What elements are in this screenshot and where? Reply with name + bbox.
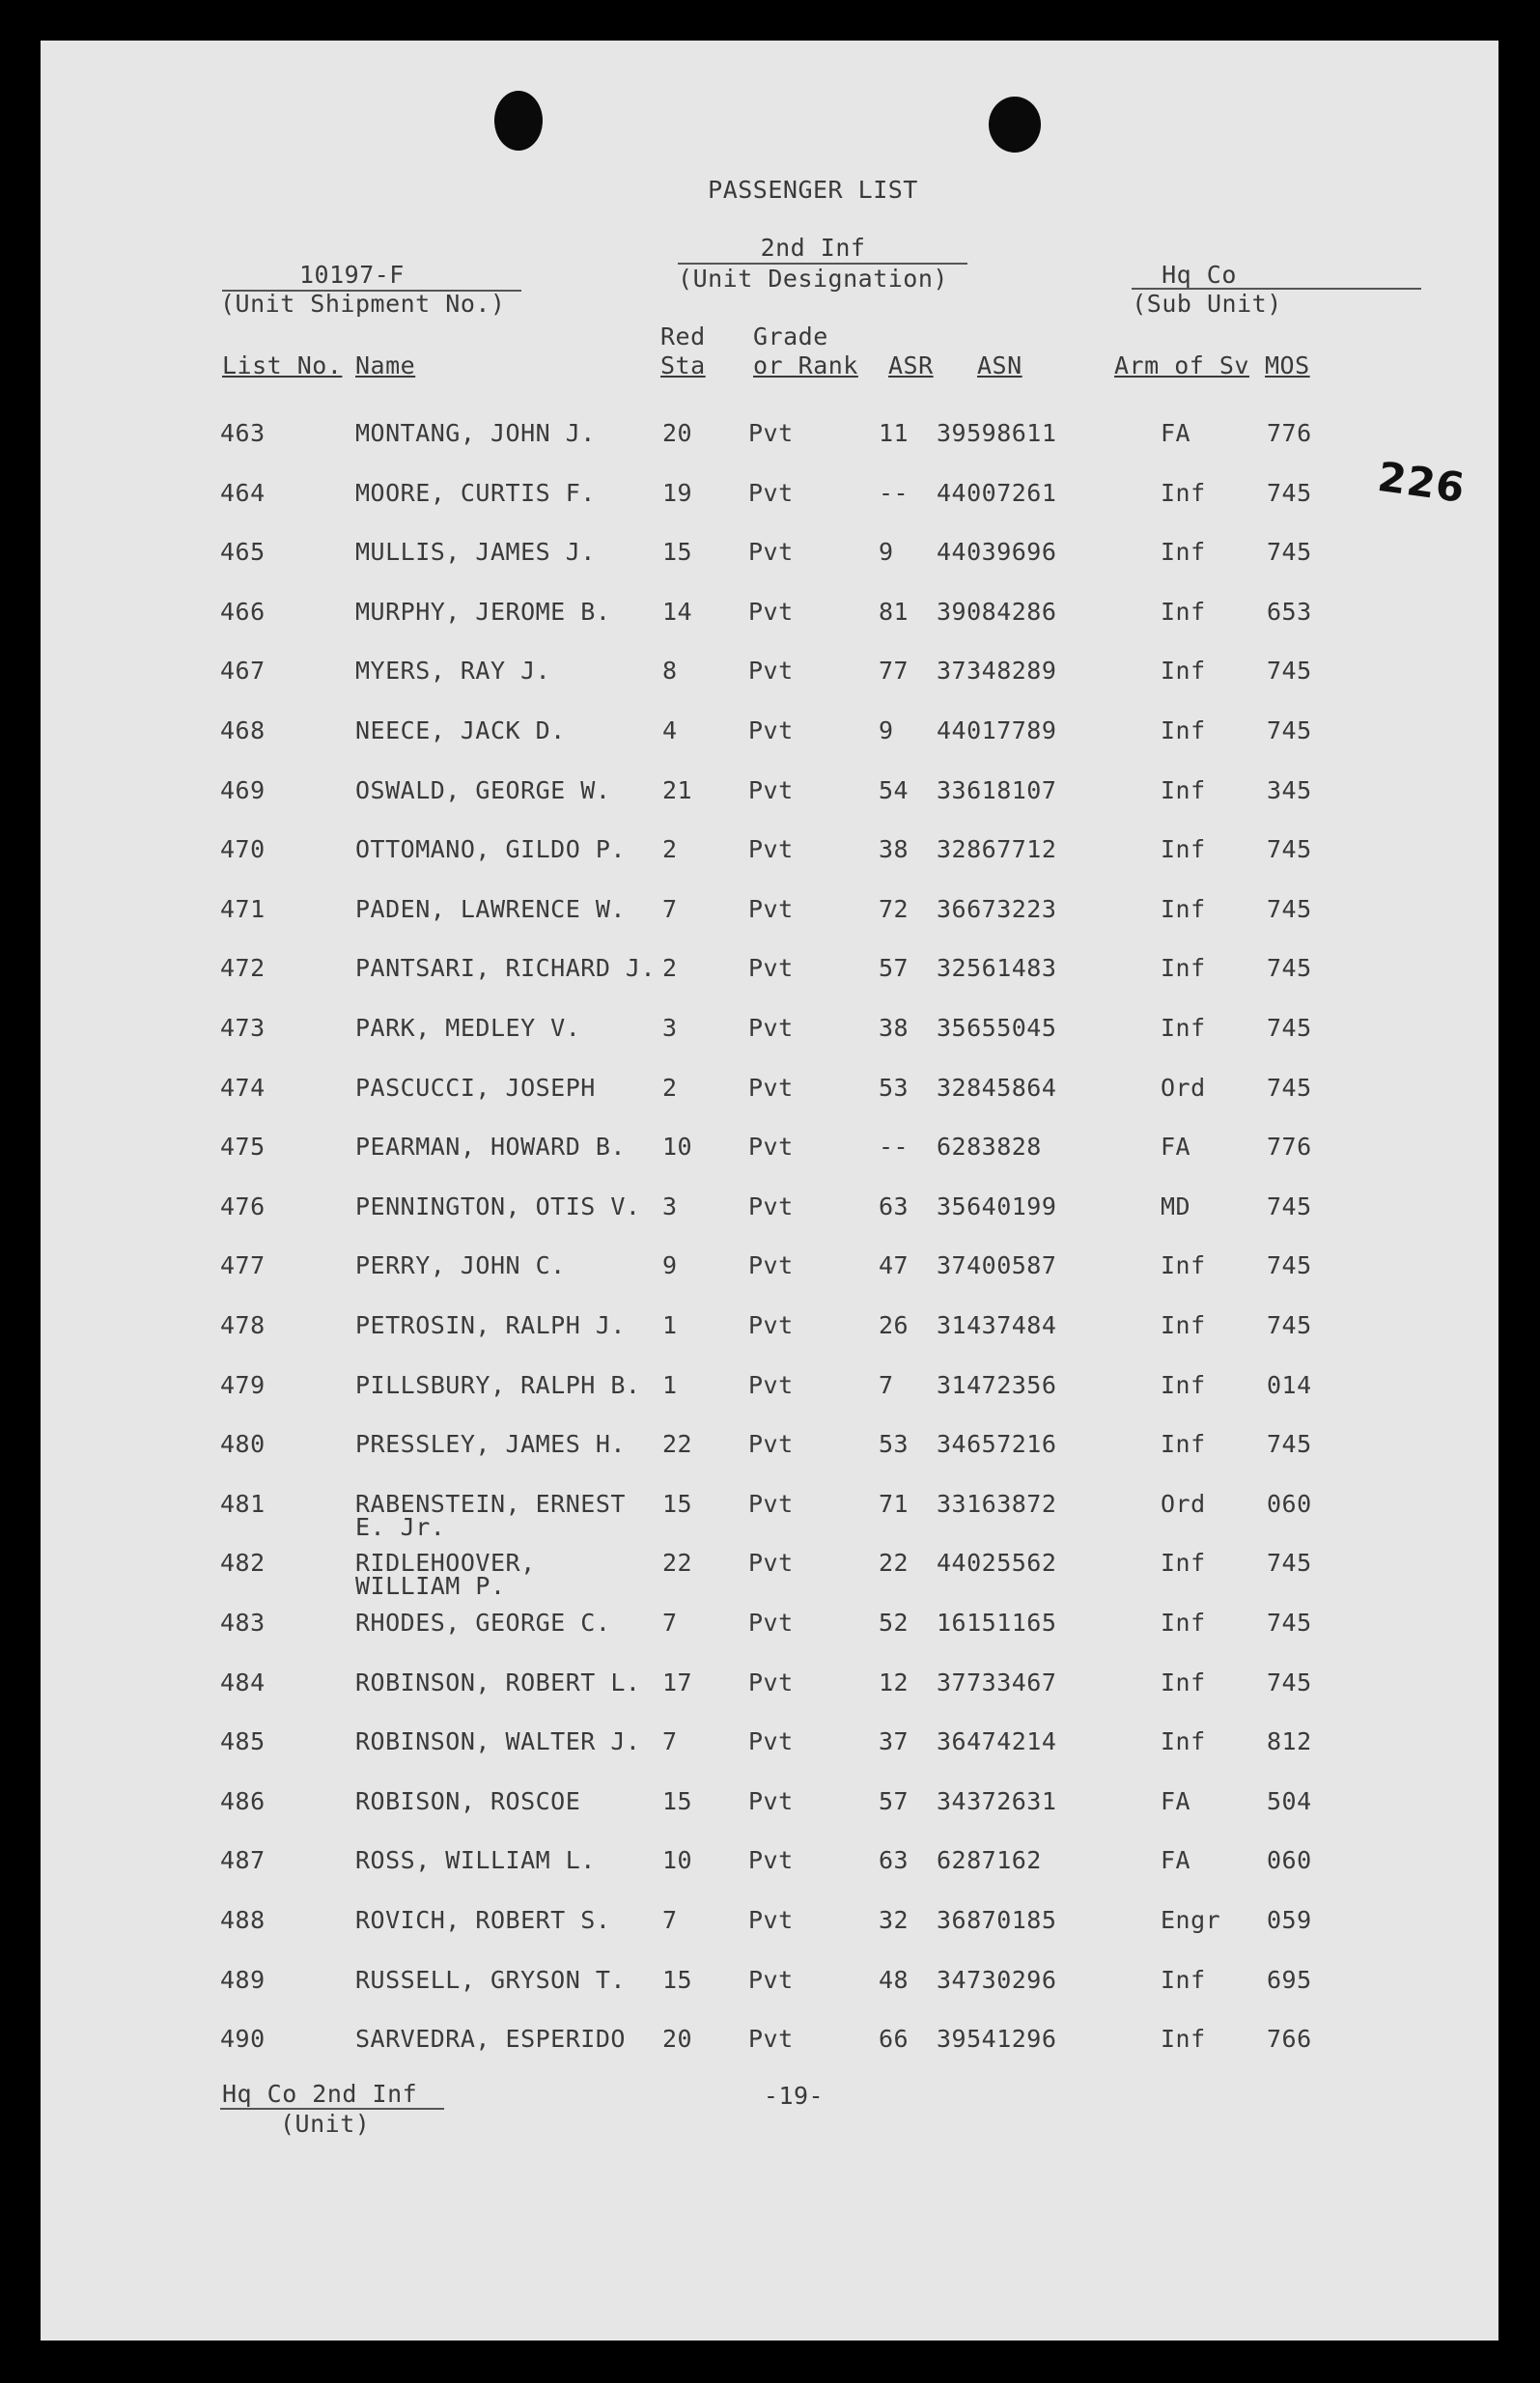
cell-grade: Pvt (748, 775, 794, 804)
cell-asr: 7 (879, 1370, 894, 1399)
cell-red-sta: 14 (662, 597, 693, 626)
cell-red-sta: 19 (662, 478, 693, 507)
cell-arm-of-service: Inf (1161, 1311, 1206, 1339)
cell-arm-of-service: Inf (1161, 1549, 1206, 1578)
table-row (41, 1727, 1498, 1766)
footer-unit: Hq Co 2nd Inf (222, 2080, 418, 2108)
cell-grade: Pvt (748, 538, 794, 567)
table-row (41, 2025, 1498, 2063)
cell-grade: Pvt (748, 1906, 794, 1934)
table-row (41, 1430, 1498, 1469)
cell-red-sta: 15 (662, 1965, 693, 1994)
cell-name: ROSS, WILLIAM L. (355, 1846, 596, 1875)
cell-asr: 38 (879, 835, 910, 864)
stamp-number: 226 (1375, 452, 1469, 513)
cell-grade: Pvt (748, 716, 794, 744)
cell-mos: 745 (1267, 835, 1312, 864)
cell-mos: 745 (1267, 716, 1312, 744)
cell-grade: Pvt (748, 1370, 794, 1399)
cell-red-sta: 15 (662, 1786, 693, 1815)
cell-list-no: 485 (220, 1727, 266, 1756)
cell-name: RUSSELL, GRYSON T. (355, 1965, 626, 1994)
cell-mos: 812 (1267, 1727, 1312, 1756)
cell-red-sta: 8 (662, 657, 678, 686)
cell-mos: 745 (1267, 954, 1312, 983)
cell-list-no: 464 (220, 478, 266, 507)
cell-mos: 776 (1267, 419, 1312, 447)
cell-arm-of-service: Ord (1161, 1489, 1206, 1518)
cell-arm-of-service: Inf (1161, 954, 1206, 983)
cell-asr: 9 (879, 716, 894, 744)
cell-grade: Pvt (748, 478, 794, 507)
cell-list-no: 482 (220, 1549, 266, 1578)
cell-asr: -- (879, 1133, 910, 1162)
header-grade-bottom: or Rank (753, 351, 858, 379)
cell-grade: Pvt (748, 2025, 794, 2054)
cell-red-sta: 1 (662, 1311, 678, 1339)
cell-grade: Pvt (748, 1192, 794, 1220)
cell-grade: Pvt (748, 835, 794, 864)
cell-red-sta: 15 (662, 538, 693, 567)
cell-red-sta: 9 (662, 1251, 678, 1280)
table-row (41, 1014, 1498, 1052)
cell-grade: Pvt (748, 1846, 794, 1875)
cell-asn: 34730296 (937, 1965, 1057, 1994)
cell-asn: 39084286 (937, 597, 1057, 626)
cell-mos: 653 (1267, 597, 1312, 626)
cell-list-no: 466 (220, 597, 266, 626)
cell-arm-of-service: Inf (1161, 835, 1206, 864)
cell-red-sta: 22 (662, 1430, 693, 1459)
cell-list-no: 473 (220, 1014, 266, 1042)
cell-asr: 37 (879, 1727, 910, 1756)
passenger-table (41, 41, 1498, 2341)
table-row (41, 954, 1498, 993)
cell-red-sta: 21 (662, 775, 693, 804)
cell-grade: Pvt (748, 597, 794, 626)
cell-arm-of-service: Inf (1161, 478, 1206, 507)
cell-list-no: 469 (220, 775, 266, 804)
cell-name: PANTSARI, RICHARD J. (355, 954, 657, 983)
unit-shipment-no: 10197-F (299, 261, 405, 289)
header-grade-top: Grade (753, 322, 828, 350)
cell-arm-of-service: MD (1161, 1192, 1191, 1220)
cell-list-no: 480 (220, 1430, 266, 1459)
table-row (41, 657, 1498, 695)
cell-asr: 53 (879, 1430, 910, 1459)
cell-arm-of-service: Inf (1161, 716, 1206, 744)
table-row (41, 1192, 1498, 1231)
cell-asn: 16151165 (937, 1609, 1057, 1637)
cell-grade: Pvt (748, 1549, 794, 1578)
cell-list-no: 478 (220, 1311, 266, 1339)
cell-mos: 745 (1267, 1311, 1312, 1339)
cell-list-no: 471 (220, 894, 266, 923)
cell-name: RIDLEHOOVER, (355, 1549, 536, 1578)
cell-mos: 745 (1267, 1251, 1312, 1280)
cell-name: PILLSBURY, RALPH B. (355, 1370, 641, 1399)
cell-asn: 34657216 (937, 1430, 1057, 1459)
cell-name: SARVEDRA, ESPERIDO (355, 2025, 626, 2054)
cell-grade: Pvt (748, 1430, 794, 1459)
unit-shipment-label: (Unit Shipment No.) (220, 290, 506, 318)
cell-arm-of-service: Inf (1161, 2025, 1206, 2054)
cell-red-sta: 4 (662, 716, 678, 744)
cell-asr: -- (879, 478, 910, 507)
cell-name: ROBINSON, ROBERT L. (355, 1668, 641, 1696)
cell-asn: 44007261 (937, 478, 1057, 507)
cell-list-no: 467 (220, 657, 266, 686)
page-number: -19- (763, 2082, 825, 2110)
header-asn: ASN (977, 351, 1022, 379)
table-row (41, 1074, 1498, 1112)
cell-asn: 6283828 (937, 1133, 1042, 1162)
cell-asn: 36474214 (937, 1727, 1057, 1756)
cell-red-sta: 1 (662, 1370, 678, 1399)
cell-asr: 32 (879, 1906, 910, 1934)
cell-asn: 37348289 (937, 657, 1057, 686)
cell-asn: 37733467 (937, 1668, 1057, 1696)
cell-grade: Pvt (748, 1014, 794, 1042)
sub-unit-label: (Sub Unit) (1132, 290, 1282, 318)
cell-list-no: 465 (220, 538, 266, 567)
cell-arm-of-service: Inf (1161, 597, 1206, 626)
cell-arm-of-service: Inf (1161, 1251, 1206, 1280)
cell-mos: 745 (1267, 1609, 1312, 1637)
cell-asr: 57 (879, 954, 910, 983)
cell-red-sta: 3 (662, 1014, 678, 1042)
cell-list-no: 489 (220, 1965, 266, 1994)
cell-asr: 66 (879, 2025, 910, 2054)
cell-mos: 060 (1267, 1489, 1312, 1518)
cell-list-no: 488 (220, 1906, 266, 1934)
cell-name: PRESSLEY, JAMES H. (355, 1430, 626, 1459)
table-row (41, 1251, 1498, 1290)
document-title: PASSENGER LIST (708, 176, 918, 204)
header-list-no: List No. (222, 351, 343, 379)
cell-mos: 745 (1267, 1430, 1312, 1459)
cell-list-no: 468 (220, 716, 266, 744)
footer-unit-label: (Unit) (280, 2110, 371, 2138)
cell-list-no: 476 (220, 1192, 266, 1220)
cell-mos: 345 (1267, 775, 1312, 804)
cell-arm-of-service: Inf (1161, 1014, 1206, 1042)
cell-asr: 48 (879, 1965, 910, 1994)
cell-asr: 57 (879, 1786, 910, 1815)
cell-list-no: 487 (220, 1846, 266, 1875)
table-row (41, 835, 1498, 874)
header-arm: Arm of Sv (1114, 351, 1249, 379)
cell-mos: 745 (1267, 894, 1312, 923)
cell-asn: 31437484 (937, 1311, 1057, 1339)
cell-grade: Pvt (748, 1133, 794, 1162)
cell-asr: 53 (879, 1073, 910, 1102)
cell-arm-of-service: Inf (1161, 1370, 1206, 1399)
cell-red-sta: 3 (662, 1192, 678, 1220)
cell-arm-of-service: Inf (1161, 657, 1206, 686)
cell-arm-of-service: Inf (1161, 1668, 1206, 1696)
table-row (41, 1966, 1498, 2005)
cell-mos: 745 (1267, 478, 1312, 507)
cell-name: OSWALD, GEORGE W. (355, 775, 611, 804)
cell-name: MOORE, CURTIS F. (355, 478, 596, 507)
cell-name: MONTANG, JOHN J. (355, 419, 596, 447)
cell-mos: 745 (1267, 538, 1312, 567)
cell-name: PADEN, LAWRENCE W. (355, 894, 626, 923)
cell-asn: 32867712 (937, 835, 1057, 864)
cell-mos: 504 (1267, 1786, 1312, 1815)
cell-grade: Pvt (748, 1727, 794, 1756)
cell-asn: 35655045 (937, 1014, 1057, 1042)
cell-name: PARK, MEDLEY V. (355, 1014, 581, 1042)
cell-asr: 54 (879, 775, 910, 804)
sub-unit: Hq Co (1162, 261, 1237, 289)
cell-list-no: 479 (220, 1370, 266, 1399)
cell-asr: 77 (879, 657, 910, 686)
table-row (41, 1311, 1498, 1350)
cell-red-sta: 15 (662, 1489, 693, 1518)
cell-red-sta: 22 (662, 1549, 693, 1578)
cell-red-sta: 17 (662, 1668, 693, 1696)
cell-asr: 22 (879, 1549, 910, 1578)
table-row (41, 1133, 1498, 1171)
cell-asr: 71 (879, 1489, 910, 1518)
cell-name: PENNINGTON, OTIS V. (355, 1192, 641, 1220)
header-red-top: Red (660, 322, 706, 350)
cell-asr: 26 (879, 1311, 910, 1339)
cell-asr: 63 (879, 1846, 910, 1875)
cell-name-continued: WILLIAM P. (355, 1572, 506, 1601)
cell-red-sta: 7 (662, 1609, 678, 1637)
cell-mos: 745 (1267, 657, 1312, 686)
cell-list-no: 481 (220, 1489, 266, 1518)
cell-asr: 72 (879, 894, 910, 923)
cell-grade: Pvt (748, 954, 794, 983)
cell-mos: 745 (1267, 1549, 1312, 1578)
cell-grade: Pvt (748, 1251, 794, 1280)
cell-asn: 32561483 (937, 954, 1057, 983)
cell-red-sta: 7 (662, 894, 678, 923)
cell-asn: 39541296 (937, 2025, 1057, 2054)
cell-asn: 31472356 (937, 1370, 1057, 1399)
cell-arm-of-service: Inf (1161, 775, 1206, 804)
cell-asr: 9 (879, 538, 894, 567)
cell-asr: 47 (879, 1251, 910, 1280)
cell-list-no: 490 (220, 2025, 266, 2054)
cell-list-no: 483 (220, 1609, 266, 1637)
cell-arm-of-service: FA (1161, 1846, 1191, 1875)
cell-name: NEECE, JACK D. (355, 716, 566, 744)
cell-asn: 32845864 (937, 1073, 1057, 1102)
cell-grade: Pvt (748, 1609, 794, 1637)
cell-asn: 6287162 (937, 1846, 1042, 1875)
cell-list-no: 477 (220, 1251, 266, 1280)
cell-mos: 745 (1267, 1192, 1312, 1220)
cell-name: ROBINSON, WALTER J. (355, 1727, 641, 1756)
table-row (41, 776, 1498, 815)
cell-arm-of-service: Inf (1161, 1965, 1206, 1994)
cell-grade: Pvt (748, 1073, 794, 1102)
cell-asr: 81 (879, 597, 910, 626)
cell-asr: 52 (879, 1609, 910, 1637)
table-row (41, 1609, 1498, 1647)
cell-mos: 059 (1267, 1906, 1312, 1934)
cell-name: OTTOMANO, GILDO P. (355, 835, 626, 864)
cell-name-continued: E. Jr. (355, 1512, 446, 1541)
cell-arm-of-service: Inf (1161, 1609, 1206, 1637)
cell-red-sta: 10 (662, 1846, 693, 1875)
header-mos: MOS (1265, 351, 1310, 379)
cell-mos: 745 (1267, 1014, 1312, 1042)
cell-mos: 695 (1267, 1965, 1312, 1994)
cell-name: ROBISON, ROSCOE (355, 1786, 581, 1815)
cell-list-no: 463 (220, 419, 266, 447)
cell-list-no: 486 (220, 1786, 266, 1815)
cell-asn: 39598611 (937, 419, 1057, 447)
cell-red-sta: 2 (662, 1073, 678, 1102)
cell-asr: 63 (879, 1192, 910, 1220)
cell-mos: 776 (1267, 1133, 1312, 1162)
cell-name: PETROSIN, RALPH J. (355, 1311, 626, 1339)
cell-asr: 12 (879, 1668, 910, 1696)
cell-asr: 38 (879, 1014, 910, 1042)
cell-name: RHODES, GEORGE C. (355, 1609, 611, 1637)
cell-grade: Pvt (748, 419, 794, 447)
cell-name: ROVICH, ROBERT S. (355, 1906, 611, 1934)
cell-red-sta: 7 (662, 1727, 678, 1756)
cell-name: RABENSTEIN, ERNEST (355, 1489, 626, 1518)
cell-asn: 34372631 (937, 1786, 1057, 1815)
table-row (41, 716, 1498, 755)
table-row (41, 419, 1498, 458)
cell-list-no: 470 (220, 835, 266, 864)
table-row (41, 1371, 1498, 1410)
cell-asn: 44025562 (937, 1549, 1057, 1578)
cell-mos: 766 (1267, 2025, 1312, 2054)
cell-asr: 11 (879, 419, 910, 447)
cell-list-no: 475 (220, 1133, 266, 1162)
cell-red-sta: 2 (662, 954, 678, 983)
cell-asn: 44039696 (937, 538, 1057, 567)
cell-red-sta: 20 (662, 419, 693, 447)
cell-arm-of-service: Engr (1161, 1906, 1221, 1934)
unit-designation: 2nd Inf (760, 234, 866, 262)
cell-name: PASCUCCI, JOSEPH (355, 1073, 596, 1102)
cell-name: PERRY, JOHN C. (355, 1251, 566, 1280)
table-row (41, 1489, 1498, 1541)
cell-grade: Pvt (748, 1489, 794, 1518)
cell-asn: 36673223 (937, 894, 1057, 923)
table-row (41, 538, 1498, 576)
table-row (41, 1668, 1498, 1707)
cell-arm-of-service: Inf (1161, 894, 1206, 923)
cell-grade: Pvt (748, 1668, 794, 1696)
table-row (41, 1549, 1498, 1601)
header-red-bottom: Sta (660, 351, 706, 379)
cell-name: MYERS, RAY J. (355, 657, 551, 686)
cell-asn: 36870185 (937, 1906, 1057, 1934)
cell-grade: Pvt (748, 894, 794, 923)
cell-arm-of-service: FA (1161, 1786, 1191, 1815)
cell-asn: 35640199 (937, 1192, 1057, 1220)
cell-red-sta: 10 (662, 1133, 693, 1162)
cell-mos: 745 (1267, 1073, 1312, 1102)
document-page (41, 41, 1498, 2341)
cell-arm-of-service: Inf (1161, 1727, 1206, 1756)
header-asr: ASR (888, 351, 934, 379)
unit-designation-label: (Unit Designation) (678, 265, 948, 293)
cell-grade: Pvt (748, 1311, 794, 1339)
cell-mos: 745 (1267, 1668, 1312, 1696)
cell-list-no: 474 (220, 1073, 266, 1102)
cell-name: PEARMAN, HOWARD B. (355, 1133, 626, 1162)
table-row (41, 598, 1498, 636)
cell-grade: Pvt (748, 1965, 794, 1994)
header-name: Name (355, 351, 416, 379)
cell-grade: Pvt (748, 657, 794, 686)
cell-list-no: 484 (220, 1668, 266, 1696)
cell-asn: 33618107 (937, 775, 1057, 804)
cell-mos: 060 (1267, 1846, 1312, 1875)
cell-red-sta: 20 (662, 2025, 693, 2054)
table-row (41, 1906, 1498, 1945)
cell-arm-of-service: Inf (1161, 538, 1206, 567)
table-row (41, 1846, 1498, 1885)
cell-grade: Pvt (748, 1786, 794, 1815)
cell-asn: 37400587 (937, 1251, 1057, 1280)
cell-mos: 014 (1267, 1370, 1312, 1399)
cell-name: MURPHY, JEROME B. (355, 597, 611, 626)
cell-list-no: 472 (220, 954, 266, 983)
cell-arm-of-service: FA (1161, 1133, 1191, 1162)
cell-red-sta: 7 (662, 1906, 678, 1934)
table-row (41, 895, 1498, 934)
cell-red-sta: 2 (662, 835, 678, 864)
cell-arm-of-service: Ord (1161, 1073, 1206, 1102)
cell-name: MULLIS, JAMES J. (355, 538, 596, 567)
cell-asn: 44017789 (937, 716, 1057, 744)
table-row (41, 1787, 1498, 1826)
cell-asn: 33163872 (937, 1489, 1057, 1518)
cell-arm-of-service: FA (1161, 419, 1191, 447)
cell-arm-of-service: Inf (1161, 1430, 1206, 1459)
table-row (41, 479, 1498, 518)
